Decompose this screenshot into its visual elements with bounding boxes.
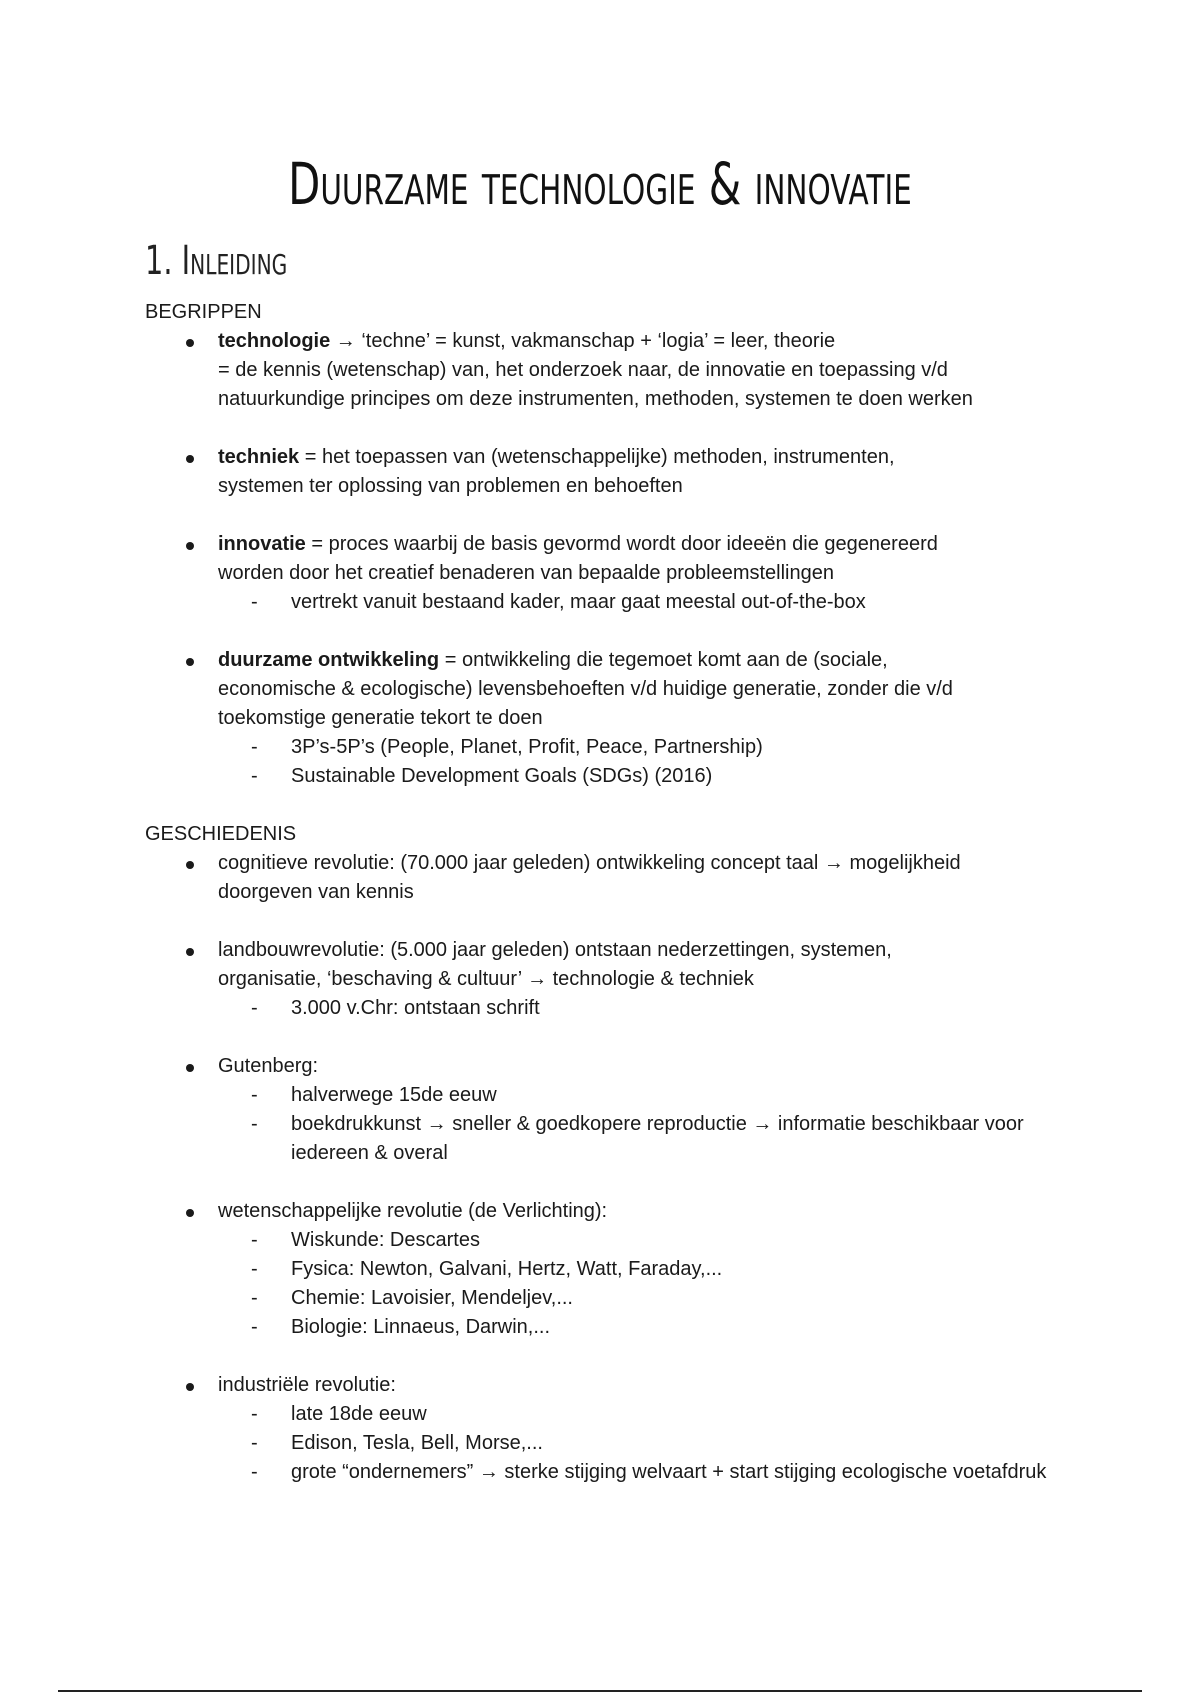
begrippen-heading: BEGRIPPEN: [145, 301, 262, 323]
bullet-icon: [186, 542, 194, 550]
sub-item: - late 18de eeuw: [218, 1400, 1095, 1429]
list-item: industriële revolutie: - late 18de eeuw - Edison, Tesla, Bell, Morse,... - grote “ondernemers” → sterke stijging welvaart + start stijging ecologische voetafdruk: [145, 1371, 1095, 1487]
dash-icon: -: [251, 1113, 258, 1135]
dash-icon: -: [251, 1229, 258, 1251]
definition-text: = het toepassen van (wetenschappelijke) methoden, instrumenten,: [299, 446, 895, 468]
geschiedenis-heading: GESCHIEDENIS: [145, 823, 297, 845]
section-title: 1. Inleiding: [145, 238, 288, 284]
bullet-icon: [186, 1209, 194, 1217]
document-title: Duurzame technologie & innovatie: [288, 150, 912, 218]
list-item: [145, 327, 1095, 414]
bullet-icon: [186, 861, 194, 869]
bullet-icon: [186, 948, 194, 956]
definition-text: = proces waarbij de basis gevormd wordt door ideeën die gegenereerd: [305, 533, 938, 555]
dash-icon: -: [251, 591, 258, 613]
list-item: cognitieve revolutie: (70.000 jaar geleden) ontwikkeling concept taal → mogelijkheid doorgeven van kennis: [145, 849, 1095, 907]
definition-line: natuurkundige principes om deze instrumenten, methoden, systemen te doen werken: [218, 388, 973, 410]
definition-line: = de kennis (wetenschap) van, het onderzoek naar, de innovatie en toepassing v/d: [218, 359, 948, 381]
bullet-icon: [186, 339, 194, 347]
begrippen-list: [145, 327, 1095, 791]
sub-item: - Sustainable Development Goals (SDGs) (2016): [218, 762, 1095, 791]
footer-divider: [58, 1690, 1142, 1692]
sub-item: - Chemie: Lavoisier, Mendeljev,...: [218, 1284, 1095, 1313]
sub-item: - Biologie: Linnaeus, Darwin,...: [218, 1313, 1095, 1342]
bullet-icon: [186, 658, 194, 666]
term: techniek: [218, 446, 300, 468]
document-body: [145, 298, 1095, 1487]
list-item: landbouwrevolutie: (5.000 jaar geleden) ontstaan nederzettingen, systemen, organisatie, ‘beschaving & cultuur’ → technologie & techniek - 3.000 v.Chr: ontstaan schrift: [145, 936, 1095, 1023]
term: innovatie: [218, 533, 306, 555]
sub-item: - 3.000 v.Chr: ontstaan schrift: [218, 994, 1095, 1023]
definition-text: → ‘techne’ = kunst, vakmanschap + ‘logia’ = leer, theorie: [330, 330, 836, 352]
dash-icon: -: [251, 1316, 258, 1338]
sub-item: - Fysica: Newton, Galvani, Hertz, Watt, Faraday,...: [218, 1255, 1095, 1284]
dash-icon: -: [251, 997, 258, 1019]
dash-icon: -: [251, 1287, 258, 1309]
term: technologie: [218, 330, 331, 352]
dash-icon: -: [251, 1432, 258, 1454]
definition-line: worden door het creatief benaderen van bepaalde probleemstellingen: [218, 562, 834, 584]
list-item: [145, 646, 1095, 791]
bullet-icon: [186, 1064, 194, 1072]
geschiedenis-list: [145, 849, 1095, 1487]
dash-icon: -: [251, 1258, 258, 1280]
definition-line: economische & ecologische) levensbehoeften v/d huidige generatie, zonder die v/d: [218, 678, 953, 700]
definition-text: = ontwikkeling die tegemoet komt aan de (sociale,: [439, 649, 888, 671]
dash-icon: -: [251, 1461, 258, 1483]
definition-line: toekomstige generatie tekort te doen: [218, 707, 543, 729]
list-item: Gutenberg: - halverwege 15de eeuw - boekdrukkunst → sneller & goedkopere reproductie → informatie beschikbaar voor iedereen & overal: [145, 1052, 1095, 1168]
list-item: wetenschappelijke revolutie (de Verlichting): - Wiskunde: Descartes - Fysica: Newton, Galvani, Hertz, Watt, Faraday,... - Chemie: Lavoisier, Mendeljev,... - Biologie: Linnaeus, Darwin,...: [145, 1197, 1095, 1342]
dash-icon: -: [251, 765, 258, 787]
list-item: [145, 530, 1095, 617]
bullet-icon: [186, 455, 194, 463]
term: duurzame ontwikkeling: [218, 649, 440, 671]
sub-item: - grote “ondernemers” → sterke stijging welvaart + start stijging ecologische voetafdruk: [218, 1458, 1095, 1487]
sub-item: - Wiskunde: Descartes: [218, 1226, 1095, 1255]
sub-item: - 3P’s-5P’s (People, Planet, Profit, Peace, Partnership): [218, 733, 1095, 762]
bullet-icon: [186, 1383, 194, 1391]
list-item: [145, 443, 1095, 501]
dash-icon: -: [251, 736, 258, 758]
sub-item: - halverwege 15de eeuw: [218, 1081, 1095, 1110]
sub-item: - vertrekt vanuit bestaand kader, maar gaat meestal out-of-the-box: [218, 588, 1095, 617]
dash-icon: -: [251, 1403, 258, 1425]
dash-icon: -: [251, 1084, 258, 1106]
definition-line: systemen ter oplossing van problemen en behoeften: [218, 475, 683, 497]
sub-item: - Edison, Tesla, Bell, Morse,...: [218, 1429, 1095, 1458]
sub-item: - boekdrukkunst → sneller & goedkopere reproductie → informatie beschikbaar voor iedereen & overal: [218, 1110, 1095, 1168]
